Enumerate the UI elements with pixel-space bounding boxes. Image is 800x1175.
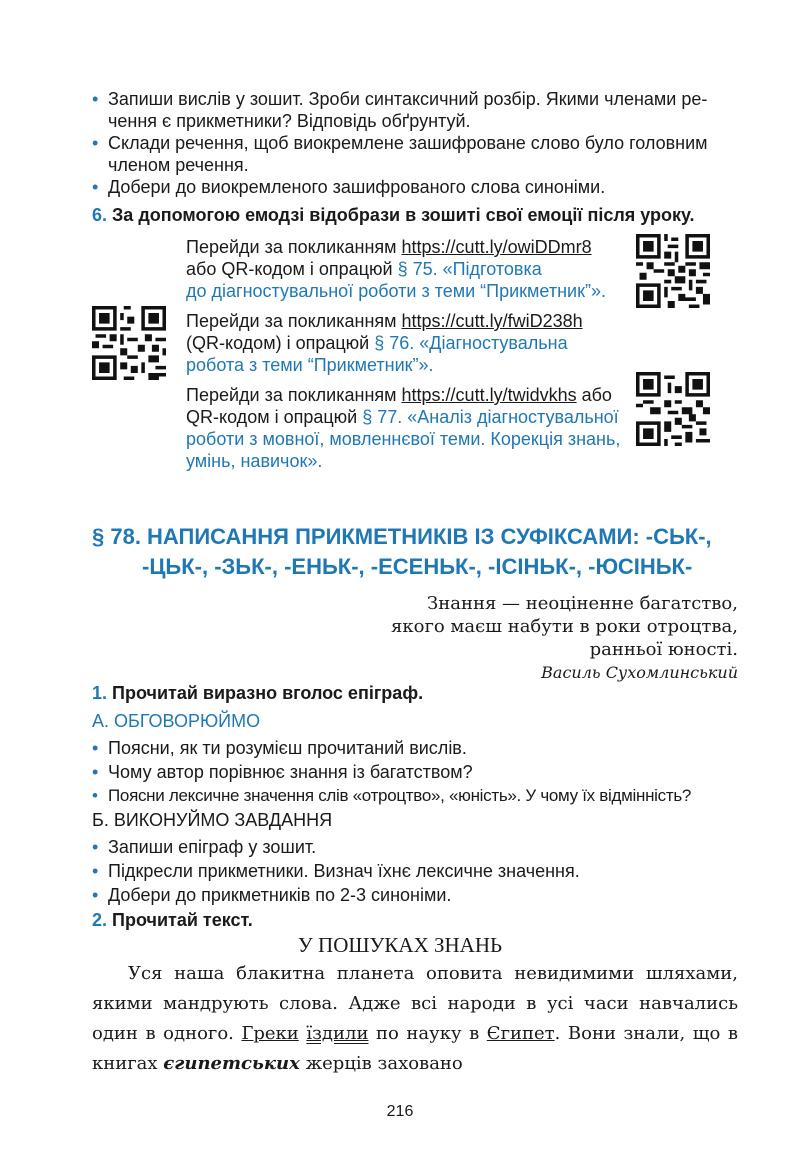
qr-code-icon[interactable]	[636, 372, 710, 446]
section-label: Б. ВИКОНУЙМО ЗАВДАННЯ	[92, 810, 333, 830]
bullet-icon: •	[92, 885, 99, 905]
task-text: Прочитай текст.	[112, 910, 253, 930]
section-heading	[92, 522, 732, 582]
link-ref[interactable]: § 77. «Аналіз діагностувальної	[362, 407, 619, 427]
text-title: У ПОШУКАХ ЗНАНЬ	[297, 933, 503, 957]
story-text: . Вони знали, що в книгах	[92, 1023, 738, 1074]
bullet-text: членом речення.	[108, 155, 249, 175]
link-prefix: Перейди за покликанням	[186, 311, 402, 331]
bullet-text: Поясни, як ти розумієш прочитаний вислів.	[108, 738, 467, 758]
story-paragraph	[92, 959, 738, 1079]
bullet-item	[92, 737, 467, 759]
qr-code-icon[interactable]	[92, 306, 166, 380]
link-block-75	[186, 236, 626, 302]
task-number: 6.	[92, 205, 108, 225]
bullet-icon: •	[92, 177, 99, 197]
link-text: або QR-кодом і опрацюй	[186, 259, 398, 279]
bullet-text: Чому автор порівнює знання із багатством?	[108, 762, 473, 782]
bullet-text: Підкресли прикметники. Визнач їхнє лексичне значення.	[108, 861, 580, 881]
link-url[interactable]: https://cutt.ly/twidvkhs	[401, 385, 577, 405]
story-text: Уся наша блакитна планета оповита невидимими шляхами, якими мандрують слова. Адже всі народи в усі часи навчались один в одного.	[92, 963, 738, 1044]
task-2	[92, 909, 253, 931]
bullet-icon: •	[92, 738, 99, 758]
story-underlined: Греки	[241, 1023, 299, 1044]
link-block-77	[186, 384, 626, 472]
link-url[interactable]: https://cutt.ly/owiDDmr8	[401, 237, 592, 257]
link-block-76	[186, 310, 626, 376]
epigraph-line: якого маєш набути в роки отроцтва,	[391, 616, 738, 637]
link-prefix: Перейди за покликанням	[186, 237, 402, 257]
task-6	[92, 204, 694, 226]
story-text: жерців заховано	[299, 1053, 463, 1074]
bullet-icon: •	[92, 861, 99, 881]
story-emphasis: єгипетських	[163, 1053, 300, 1074]
bullet-icon: •	[92, 762, 99, 782]
bullet-item	[92, 884, 451, 906]
link-text: (QR-кодом) і опрацюй	[186, 333, 375, 353]
link-suffix: або	[576, 385, 612, 405]
epigraph-line: Знання — неоціненне багатство,	[427, 593, 738, 614]
bullet-text: чення є прикметники? Відповідь обґрунтуй.	[108, 111, 471, 131]
bullet-item	[92, 860, 580, 882]
story-text: по науку в	[368, 1023, 487, 1044]
heading-line: -ЦЬК-, -ЗЬК-, -ЕНЬК-, -ЕСЕНЬК-, -ІСІНЬК-, -ЮСІНЬК-	[142, 554, 693, 579]
bullet-icon: •	[92, 89, 99, 109]
link-text: QR-кодом і опрацюй	[186, 407, 363, 427]
task-text: Прочитай виразно вголос епіграф.	[112, 683, 424, 703]
bullet-text: Добери до виокремленого зашифрованого слова синоніми.	[108, 177, 606, 197]
section-label: А. ОБГОВОРЮЙМО	[92, 711, 261, 731]
task-text: За допомогою емодзі відобрази в зошиті свої емоції після уроку.	[112, 205, 695, 225]
bullet-item	[92, 176, 752, 198]
link-url[interactable]: https://cutt.ly/fwiD238h	[401, 311, 583, 331]
epigraph-author: Василь Сухомлинський	[541, 663, 738, 682]
section-b-label	[92, 809, 332, 831]
story-underlined: Єгипет	[486, 1023, 555, 1044]
link-ref[interactable]: до діагностувальної роботи з теми “Прикметник”».	[186, 281, 606, 301]
bullet-item	[92, 88, 752, 132]
task-number: 2.	[92, 910, 108, 930]
bullet-icon: •	[92, 786, 98, 805]
bullet-icon: •	[92, 837, 99, 857]
bullet-item	[92, 761, 473, 783]
bullet-icon: •	[92, 133, 99, 153]
heading-line: § 78. НАПИСАННЯ ПРИКМЕТНИКІВ ІЗ СУФІКСАМИ: -СЬК-,	[92, 524, 712, 549]
bullet-text: Запиши вислів у зошит. Зроби синтаксичний розбір. Якими членами ре-	[108, 89, 708, 109]
task-number: 1.	[92, 683, 108, 703]
bullet-text: Запиши епіграф у зошит.	[108, 837, 317, 857]
epigraph	[391, 592, 738, 684]
link-ref[interactable]: роботи з мовної, мовленнєвої теми. Корекція знань,	[186, 429, 621, 449]
bullet-text: Склади речення, щоб виокремлене зашифроване слово було головним	[108, 133, 708, 153]
page-number: 216	[386, 1103, 414, 1120]
bullet-item	[92, 132, 752, 176]
story-underlined: їздили	[306, 1023, 369, 1044]
bullet-item	[92, 836, 316, 858]
bullet-text: Добери до прикметників по 2-3 синоніми.	[108, 885, 452, 905]
qr-code-icon[interactable]	[636, 234, 710, 308]
link-prefix: Перейди за покликанням	[186, 385, 402, 405]
epigraph-line: ранньої юності.	[589, 639, 738, 660]
bullet-text: Поясни лексичне значення слів «отроцтво», «юність». У чому їх відмінність?	[108, 786, 692, 805]
link-ref[interactable]: робота з теми “Прикметник”».	[186, 355, 434, 375]
link-ref[interactable]: умінь, навичок».	[186, 451, 323, 471]
section-a-label	[92, 710, 260, 732]
link-ref[interactable]: § 76. «Діагностувальна	[374, 333, 568, 353]
task-1	[92, 682, 423, 704]
bullet-item	[92, 785, 691, 807]
link-ref[interactable]: § 75. «Підготовка	[397, 259, 542, 279]
